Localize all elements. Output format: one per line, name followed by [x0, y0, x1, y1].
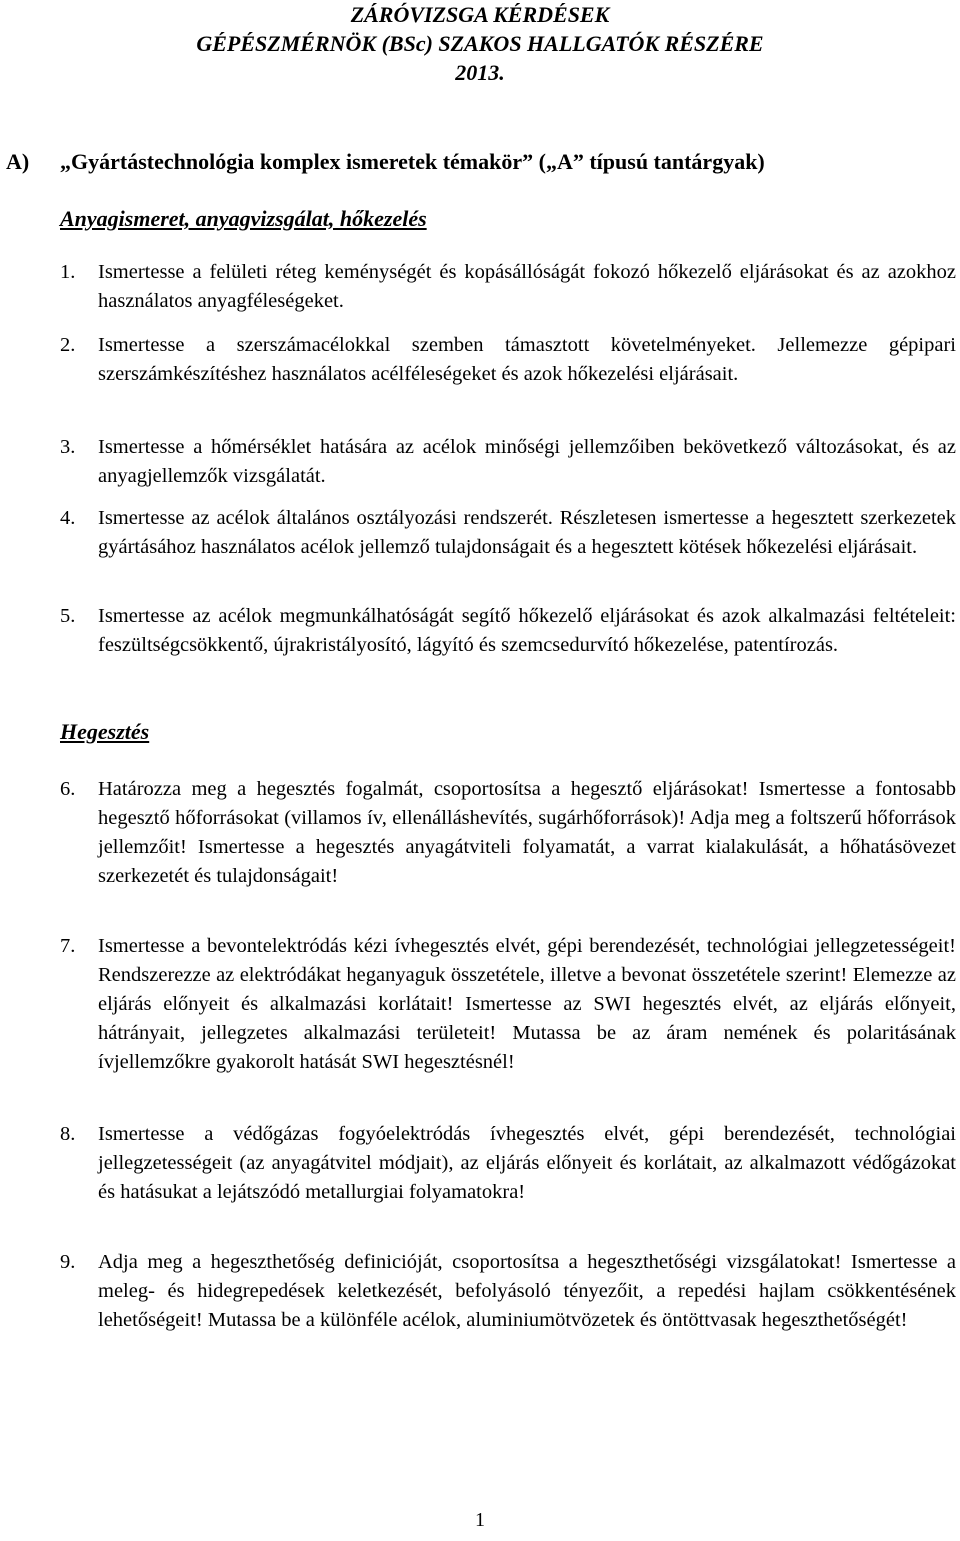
question-text: Határozza meg a hegesztés fogalmát, csoportosítsa a hegesztő eljárásokat! Ismertesse a fontosabb hegesztő hőforrásokat (villamos ív, ellenálláshevítés, sugárhőforrások)! Adja meg a foltszerű hőforrások jellemzőit! Ismertesse a hegesztés anyagátviteli folyamatát, a varrat kialakulását, a hőhatásövezet szerkezetét és tulajdonságait!: [98, 778, 956, 887]
page-number: 1: [475, 1509, 485, 1531]
question-number: 4.: [60, 507, 76, 529]
question-number: 7.: [60, 935, 76, 957]
question-text: Ismertesse a szerszámacélokkal szemben támasztott követelményeket. Jellemezze gépipari szerszámkészítéshez használatos acélféleségeket és azok hőkezelési eljárásait.: [98, 334, 956, 385]
section-a-title: „Gyártástechnológia komplex ismeretek témakör” („A” típusú tantárgyak): [60, 149, 765, 174]
question-text: Ismertesse a bevontelektródás kézi ívhegesztés elvét, gépi berendezését, technológiai jellegzetességeit! Rendszerezze az elektródákat heganyaguk összetétele, illetve a bevonat összetétele szerint! Elemezze az eljárás előnyeit és alkalmazási korlátait! Ismertesse az SWI hegesztés elvét, az eljárás előnyeit, hátrányait, jellegzetes alkalmazási területeit! Mutassa be az áram nemének és polaritásának ívjellemzőkre gyakorolt hatását SWI hegesztésnél!: [98, 935, 956, 1073]
question-number: 9.: [60, 1251, 76, 1273]
section-a-letter: A): [6, 149, 30, 174]
question-number: 5.: [60, 605, 76, 627]
header-year: 2013.: [455, 60, 505, 85]
question-text: Ismertesse az acélok megmunkálhatóságát segítő hőkezelő eljárásokat és azok alkalmazási feltételeit: feszültségcsökkentő, újrakristályosító, lágyító és szemcsedurvító hőkezelése, patentírozás.: [98, 605, 956, 656]
header-subtitle: GÉPÉSZMÉRNÖK (BSc) SZAKOS HALLGATÓK RÉSZÉRE: [196, 31, 764, 56]
question-item: [60, 775, 956, 891]
question-text: Ismertesse a hőmérséklet hatására az acélok minőségi jellemzőiben bekövetkező változásokat, és az anyagjellemzők vizsgálatát.: [98, 436, 956, 487]
question-text: Ismertesse az acélok általános osztályozási rendszerét. Részletesen ismertesse a hegesztett szerkezetek gyártásához használatos acélok jellemző tulajdonságait és a hegesztett kötések hőkezelési eljárásait.: [98, 507, 956, 558]
question-item: [60, 602, 956, 660]
question-text: Ismertesse a felületi réteg keménységét és kopásállóságát fokozó hőkezelő eljárásokat és az azokhoz használatos anyagféleségeket.: [98, 261, 956, 312]
question-text: Ismertesse a védőgázas fogyóelektródás ívhegesztés elvét, gépi berendezését, technológiai jellegzetességeit (az anyagátvitel módjait), az eljárás előnyeit és korlátait, az alkalmazott védőgázokat és hatásukat a lejátszódó metallurgiai folyamatokra!: [98, 1123, 956, 1203]
question-item: [60, 433, 956, 491]
subsection-heading-materials: Anyagismeret, anyagvizsgálat, hőkezelés: [60, 206, 427, 231]
question-number: 6.: [60, 778, 76, 800]
question-item: [60, 1248, 956, 1335]
question-number: 3.: [60, 436, 76, 458]
question-text: Adja meg a hegeszthetőség definicióját, csoportosítsa a hegeszthetőségi vizsgálatokat! Ismertesse a meleg- és hidegrepedések keletkezését, befolyásoló tényezőit, a repedési hajlam csökkentésének lehetőségeit! Mutassa be a különféle acélok, aluminiumötvözetek és öntöttvasak hegeszthetőségét!: [98, 1251, 956, 1331]
document-header: [0, 0, 960, 87]
section-a-heading: [6, 147, 765, 176]
question-number: 8.: [60, 1123, 76, 1145]
question-item: [60, 504, 956, 562]
header-title: ZÁRÓVIZSGA KÉRDÉSEK: [350, 2, 610, 27]
question-number: 1.: [60, 261, 76, 283]
question-item: [60, 331, 956, 389]
question-item: [60, 1120, 956, 1207]
question-item: [60, 258, 956, 316]
question-item: [60, 932, 956, 1077]
question-number: 2.: [60, 334, 76, 356]
subsection-heading-welding: Hegesztés: [60, 719, 150, 744]
